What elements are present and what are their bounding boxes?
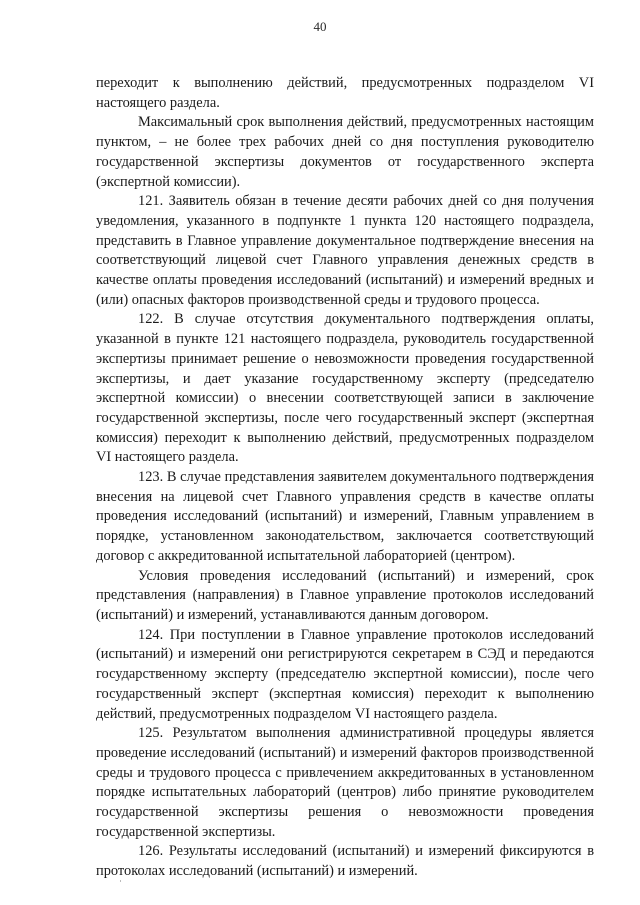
paragraph-126: 126. Результаты исследований (испытаний) и измерений фиксируются в протоколах исследований (испытаний) и измерений. — [96, 843, 594, 880]
paragraph-conditions: Условия проведения исследований (испытаний) и измерений, срок представления (направления) в Главное управление протоколов исследований (испытаний) и измерений, устанавливаются данным договором. — [96, 567, 594, 623]
paragraph-122: 122. В случае отсутствия документального подтверждения оплаты, указанной в пункте 121 настоящего подраздела, руководитель государственной экспертизы принимает решение о невозможности проведения государственной экспертизы, и дает указание государственному эксперту (председателю экспертной комиссии) о внесении соответствующей записи в заключение государственной экспертизы, после чего государственный эксперт (экспертная комиссия) переходит к выполнению действий, предусмотренных подразделом VI настоящего раздела. — [96, 311, 594, 466]
paragraph-121: 121. Заявитель обязан в течение десяти рабочих дней со дня получения уведомления, указанного в подпункте 1 пункта 120 настоящего подраздела, представить в Главное управление документальное подтверждение внесения на соответствующий лицевой счет Главного управления денежных средств в качестве оплаты проведения исследований (испытаний) и измерений вредных и (или) опасных факторов производственной среды и трудового процесса. — [96, 193, 594, 308]
document-body — [96, 74, 594, 882]
paragraph-123: 123. В случае представления заявителем документального подтверждения внесения на лицевой счет Главного управления средств в качестве оплаты проведения исследований (испытаний) и измерений, Главным управлением в порядке, установленном законодательством, заключается соответствующий договор с аккредитованной испытательной лабораторией (центром). — [96, 469, 594, 564]
page-number: 40 — [313, 19, 327, 34]
paragraph-125: 125. Результатом выполнения административной процедуры является проведение исследований (испытаний) и измерений факторов производственной среды и трудового процесса с привлечением аккредитованных в установленном порядке испытательных лабораторий (центров) либо принятие руководителем государственной экспертизы решения о невозможности проведения государственной экспертизы. — [96, 725, 594, 840]
paragraph-124: 124. При поступлении в Главное управление протоколов исследований (испытаний) и измерений они регистрируются секретарем в СЭД и передаются государственному эксперту (председателю экспертной комиссии), после чего государственный эксперт (экспертная комиссия) переходит к выполнению действий, предусмотренных подразделом VI настоящего раздела. — [96, 626, 594, 722]
scan-speck — [120, 880, 121, 882]
paragraph-continuation: переходит к выполнению действий, предусмотренных подразделом VI настоящего раздела. — [96, 75, 594, 111]
paragraph-max-term: Максимальный срок выполнения действий, предусмотренных настоящим пунктом, – не более трех рабочих дней со дня поступления руководителю государственной экспертизы документов от государственного эксперта (экспертной комиссии). — [96, 114, 594, 190]
